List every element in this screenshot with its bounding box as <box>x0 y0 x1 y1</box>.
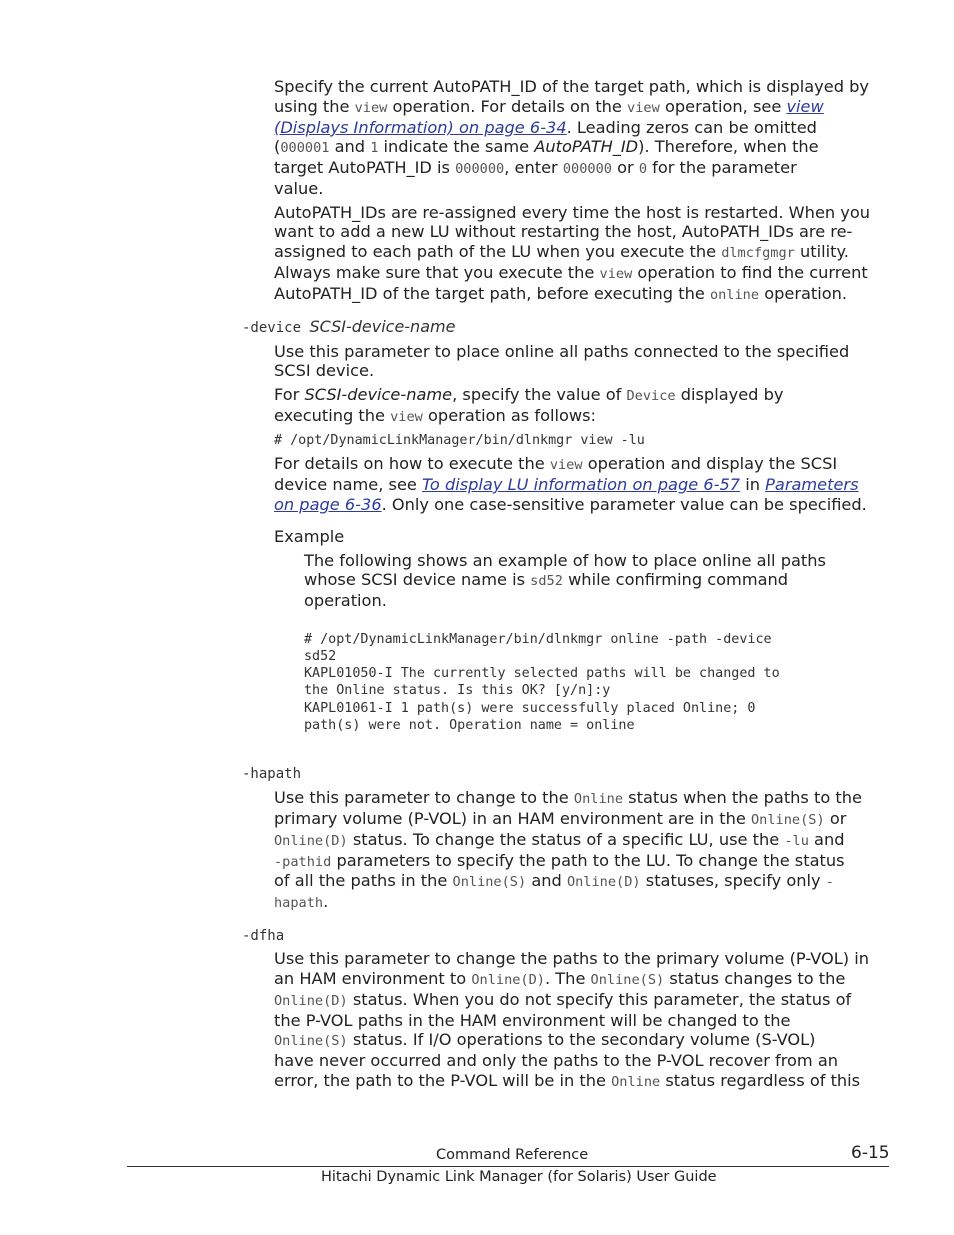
command-example: # /opt/DynamicLinkManager/bin/dlnkmgr view -lu <box>274 433 645 448</box>
view-link[interactable]: view <box>786 97 824 116</box>
device-parameter-heading: -device SCSI-device-name <box>242 317 456 336</box>
example-heading: Example <box>274 527 345 546</box>
code-line: path(s) were not. Operation name = online <box>304 718 635 733</box>
dfha-parameter-heading: -dfha <box>242 928 285 944</box>
text-line: using the view operation. For details on the view operation, see view <box>274 97 824 116</box>
hapath-parameter-heading: -hapath <box>242 766 302 782</box>
parameters-link-cont[interactable]: on page 6-36 <box>274 495 382 514</box>
text-line: the P-VOL paths in the HAM environment will be changed to the <box>274 1011 791 1030</box>
text-line: (Displays Information) on page 6-34. Leading zeros can be omitted <box>274 118 817 137</box>
text-line: Use this parameter to place online all paths connected to the specified <box>274 342 850 361</box>
code-line: the Online status. Is this OK? [y/n]:y <box>304 683 611 698</box>
text-line: SCSI device. <box>274 361 375 380</box>
text-line: For SCSI-device-name, specify the value of Device displayed by <box>274 385 784 404</box>
text-line: Online(D) status. To change the status of a specific LU, use the -lu and <box>274 830 845 849</box>
text-line: The following shows an example of how to place online all paths <box>304 551 826 570</box>
page-number: 6-15 <box>851 1143 890 1163</box>
text-line: Use this parameter to change to the Online status when the paths to the <box>274 788 862 807</box>
text-line: AutoPATH_ID of the target path, before executing the online operation. <box>274 284 848 303</box>
footer-book-title: Hitachi Dynamic Link Manager (for Solaris) User Guide <box>321 1169 717 1185</box>
text-line: an HAM environment to Online(D). The Online(S) status changes to the <box>274 969 846 988</box>
code-line: # /opt/DynamicLinkManager/bin/dlnkmgr online -path -device <box>304 632 772 647</box>
code-line: sd52 <box>304 649 337 664</box>
text-line: Specify the current AutoPATH_ID of the target path, which is displayed by <box>274 77 869 96</box>
parameters-link[interactable]: Parameters <box>765 475 859 494</box>
text-line: error, the path to the P-VOL will be in the Online status regardless of this <box>274 1071 861 1090</box>
text-line: hapath. <box>274 892 329 911</box>
text-line: executing the view operation as follows: <box>274 406 597 425</box>
text-line: primary volume (P-VOL) in an HAM environment are in the Online(S) or <box>274 809 847 828</box>
text-line: device name, see To display LU information on page 6-57 in Parameters <box>274 475 859 494</box>
text-line: Use this parameter to change the paths to the primary volume (P-VOL) in <box>274 949 869 968</box>
lu-information-link[interactable]: To display LU information on page 6-57 <box>422 475 741 494</box>
text-line: have never occurred and only the paths to the P-VOL recover from an <box>274 1051 839 1070</box>
text-line: assigned to each path of the LU when you execute the dlmcfgmgr utility. <box>274 242 849 261</box>
footer-section-title: Command Reference <box>436 1147 589 1163</box>
text-line: For details on how to execute the view operation and display the SCSI <box>274 454 838 473</box>
text-line: operation. <box>304 591 387 610</box>
text-line: want to add a new LU without restarting the host, AutoPATH_IDs are re- <box>274 222 853 241</box>
text-line: whose SCSI device name is sd52 while confirming command <box>304 570 789 589</box>
code-line: KAPL01050-I The currently selected paths will be changed to <box>304 666 780 681</box>
text-line: value. <box>274 179 324 198</box>
text-line: Online(D) status. When you do not specify this parameter, the status of <box>274 990 852 1009</box>
text-line: Always make sure that you execute the view operation to find the current <box>274 263 868 282</box>
text-line: target AutoPATH_ID is 000000, enter 000000 or 0 for the parameter <box>274 158 797 177</box>
footer-rule <box>127 1166 889 1167</box>
text-line: Online(S) status. If I/O operations to the secondary volume (S-VOL) <box>274 1030 816 1049</box>
code-line: KAPL01061-I 1 path(s) were successfully placed Online; 0 <box>304 701 756 716</box>
text-line: of all the paths in the Online(S) and Online(D) statuses, specify only - <box>274 871 834 890</box>
text-line: on page 6-36. Only one case-sensitive parameter value can be specified. <box>274 495 867 514</box>
text-line: AutoPATH_IDs are re-assigned every time the host is restarted. When you <box>274 203 871 222</box>
view-link-cont[interactable]: (Displays Information) on page 6-34 <box>274 118 567 137</box>
text-line: -pathid parameters to specify the path to the LU. To change the status <box>274 851 845 870</box>
text-line: (000001 and 1 indicate the same AutoPATH_ID). Therefore, when the <box>274 137 819 156</box>
